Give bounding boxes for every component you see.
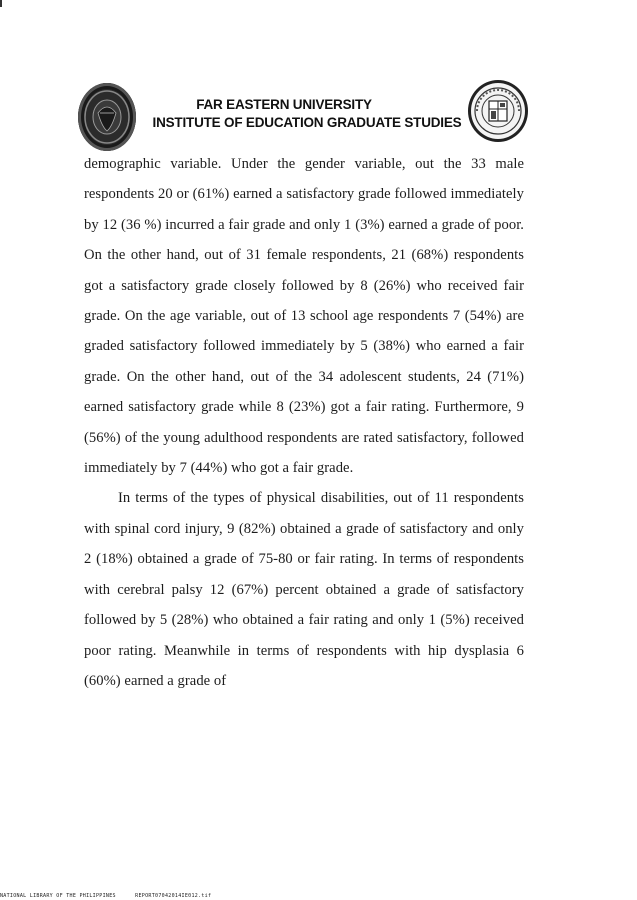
paragraph-demographic-results: demographic variable. Under the gender variable, out the 33 male respondents 20 or (61%) earned a satisfactory grade followed immediately by 12 (36 %) incurred a fair grade and only 1 (3%) earned a grade of poor. On the other hand, out of 31 female respondents, 21 (68%) respondents got a satisfactory grade closely followed by 8 (26%) who received fair grade. On the age variable, out of 13 school age respondents 7 (54%) are graded satisfactory followed immediately by 5 (38%) who earned a fair grade. On the other hand, out of the 34 adolescent students, 24 (71%) earned satisfactory grade while 8 (23%) got a fair rating. Furthermore, 9 (56%) of the young adulthood respondents are rated satisfactory, followed immediately by 7 (44%) who got a fair grade. bbox=[84, 156, 524, 477]
paragraph-disability-results: In terms of the types of physical disabilities, out of 11 respondents with spinal cord injury, 9 (82%) obtained a grade of satisfactory and only 2 (18%) obtained a grade of 75-80 or fair rating. In terms of respondents with cerebral palsy 12 (67%) percent obtained a grade of satisfactory followed by 5 (28%) who obtained a fair rating and only 1 (5%) received poor rating. Meanwhile in terms of respondents with hip dysplasia 6 (60%) earned a grade of bbox=[84, 490, 524, 689]
letterhead bbox=[75, 80, 540, 152]
footer-library-label: NATIONAL LIBRARY OF THE PHILIPPINES bbox=[0, 893, 116, 899]
body-text bbox=[84, 149, 524, 696]
university-seal-left-icon bbox=[78, 83, 136, 151]
scan-footer bbox=[0, 893, 211, 899]
footer-file-name: REPORT07042014IE012.tif bbox=[135, 893, 212, 899]
university-name: FAR EASTERN UNIVERSITY bbox=[196, 97, 372, 112]
institute-name: INSTITUTE OF EDUCATION GRADUATE STUDIES bbox=[152, 115, 462, 130]
scan-mark bbox=[0, 0, 2, 7]
institute-seal-right-icon bbox=[468, 80, 528, 142]
